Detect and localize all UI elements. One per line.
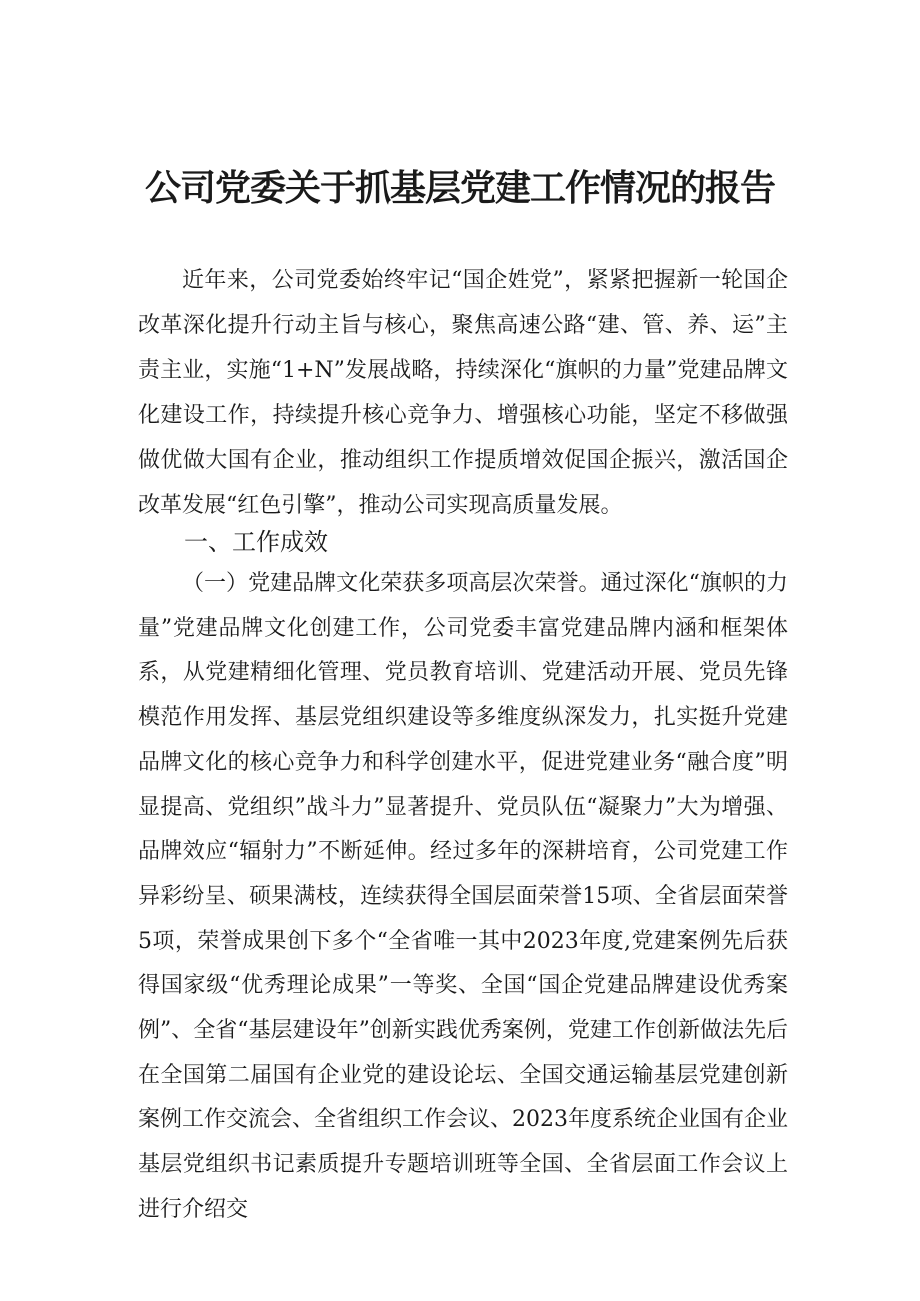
document-title: 公司党委关于抓基层党建工作情况的报告 [144, 168, 775, 209]
section-heading: 一、工作成效 [184, 528, 328, 556]
intro-paragraph: 近年来，公司党委始终牢记“国企姓党”，紧紧把握新一轮国企改革深化提升行动主旨与核心，聚焦高速公路“建、管、养、运”主责主业，实施“1+N”发展战略，持续深化“旗帜的力量”党建品牌文化建设工作，持续提升核心竞争力、增强核心功能，坚定不移做强做优做大国有企业，推动组织工作提质增效促国企振兴，激活国企改革发展“红色引擎”，推动公司实现高质量发展。 [138, 268, 788, 518]
section-paragraph: （一）党建品牌文化荣获多项高层次荣誉。通过深化“旗帜的力量”党建品牌文化创建工作，公司党委丰富党建品牌内涵和框架体系，从党建精细化管理、党员教育培训、党建活动开展、党员先锋模范作用发挥、基层党组织建设等多维度纵深发力，扎实挺升党建品牌文化的核心竞争力和科学创建水平，促进党建业务“融合度”明显提高、党组织”战斗力”显著提升、党员队伍“凝聚力”大为增强、品牌效应“辐射力”不断延伸。经过多年的深耕培育，公司党建工作异彩纷呈、硕果满枝，连续获得全国层面荣誉15项、全省层面荣誉5项，荣誉成果创下多个“全省唯一其中2023年度,党建案例先后获得国家级“优秀理论成果”一等奖、全国“国企党建品牌建设优秀案例”、全省“基层建设年”创新实践优秀案例，党建工作创新做法先后在全国第二届国有企业党的建设论坛、全国交通运输基层党建创新案例工作交流会、全省组织工作会议、2023年度系统企业国有企业基层党组织书记素质提升专题培训班等全国、全省层面工作会议上进行介绍交 [138, 571, 788, 1222]
